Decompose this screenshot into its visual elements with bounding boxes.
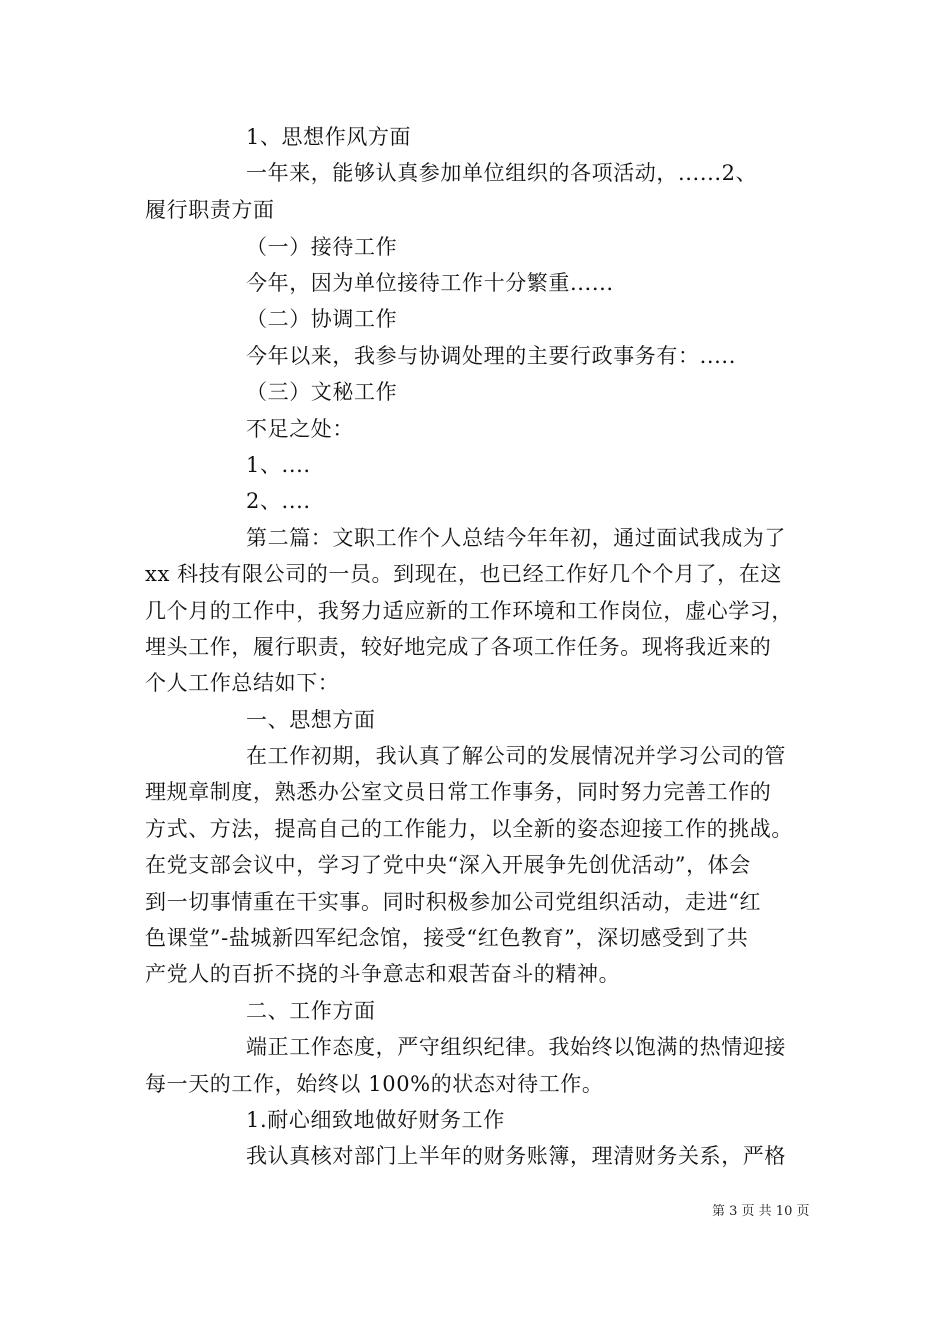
text-line: 今年以来，我参与协调处理的主要行政事务有：..... — [246, 344, 736, 368]
text-line: 今年，因为单位接待工作十分繁重...... — [246, 271, 614, 295]
text-line: 几个月的工作中，我努力适应新的工作环境和工作岗位，虚心学习， — [145, 599, 793, 623]
text-line: 产党人的百折不挠的斗争意志和艰苦奋斗的精神。 — [145, 962, 621, 986]
text-line: 一、思想方面 — [246, 708, 376, 732]
text-line: 不足之处： — [246, 417, 354, 441]
text-line: 每一天的工作，始终以 100%的状态对待工作。 — [145, 1072, 604, 1096]
text-line: 1、思想作风方面 — [246, 125, 412, 149]
text-line: 我认真核对部门上半年的财务账簿，理清财务关系，严格 — [246, 1144, 786, 1168]
text-line: 第二篇：文职工作个人总结今年年初，通过面试我成为了 — [246, 526, 786, 550]
text-line: 履行职责方面 — [145, 198, 275, 222]
page-number-footer: 第 3 页 共 10 页 — [712, 1204, 810, 1219]
text-line: 理规章制度，熟悉办公室文员日常工作事务，同时努力完善工作的 — [145, 780, 772, 804]
text-line: （一）接待工作 — [246, 235, 398, 259]
text-line: 端正工作态度，严守组织纪律。我始终以饱满的热情迎接 — [246, 1035, 786, 1059]
text-line: 一年来，能够认真参加单位组织的各项活动，......2、 — [246, 161, 758, 185]
text-line: 2、.... — [246, 489, 311, 513]
text-line: （二）协调工作 — [246, 307, 398, 331]
text-line: xx 科技有限公司的一员。到现在，也已经工作好几个个月了，在这 — [145, 562, 782, 586]
text-line: 个人工作总结如下： — [145, 671, 340, 695]
text-line: 到一切事情重在干实事。同时积极参加公司党组织活动，走进“红 — [145, 890, 762, 914]
text-line: 在党支部会议中，学习了党中央“深入开展争先创优活动”，体会 — [145, 853, 751, 877]
text-line: 埋头工作，履行职责，较好地完成了各项工作任务。现将我近来的 — [145, 635, 772, 659]
text-line: 色课堂”-盐城新四军纪念馆，接受“红色教育”，深切感受到了共 — [145, 926, 749, 950]
text-line: 方式、方法，提高自己的工作能力，以全新的姿态迎接工作的挑战。 — [145, 817, 793, 841]
text-line: 二、工作方面 — [246, 999, 376, 1023]
text-line: 1、.... — [246, 453, 311, 477]
text-line: （三）文秘工作 — [246, 380, 398, 404]
text-line: 1.耐心细致地做好财务工作 — [246, 1108, 505, 1132]
text-line: 在工作初期，我认真了解公司的发展情况并学习公司的管 — [246, 744, 786, 768]
